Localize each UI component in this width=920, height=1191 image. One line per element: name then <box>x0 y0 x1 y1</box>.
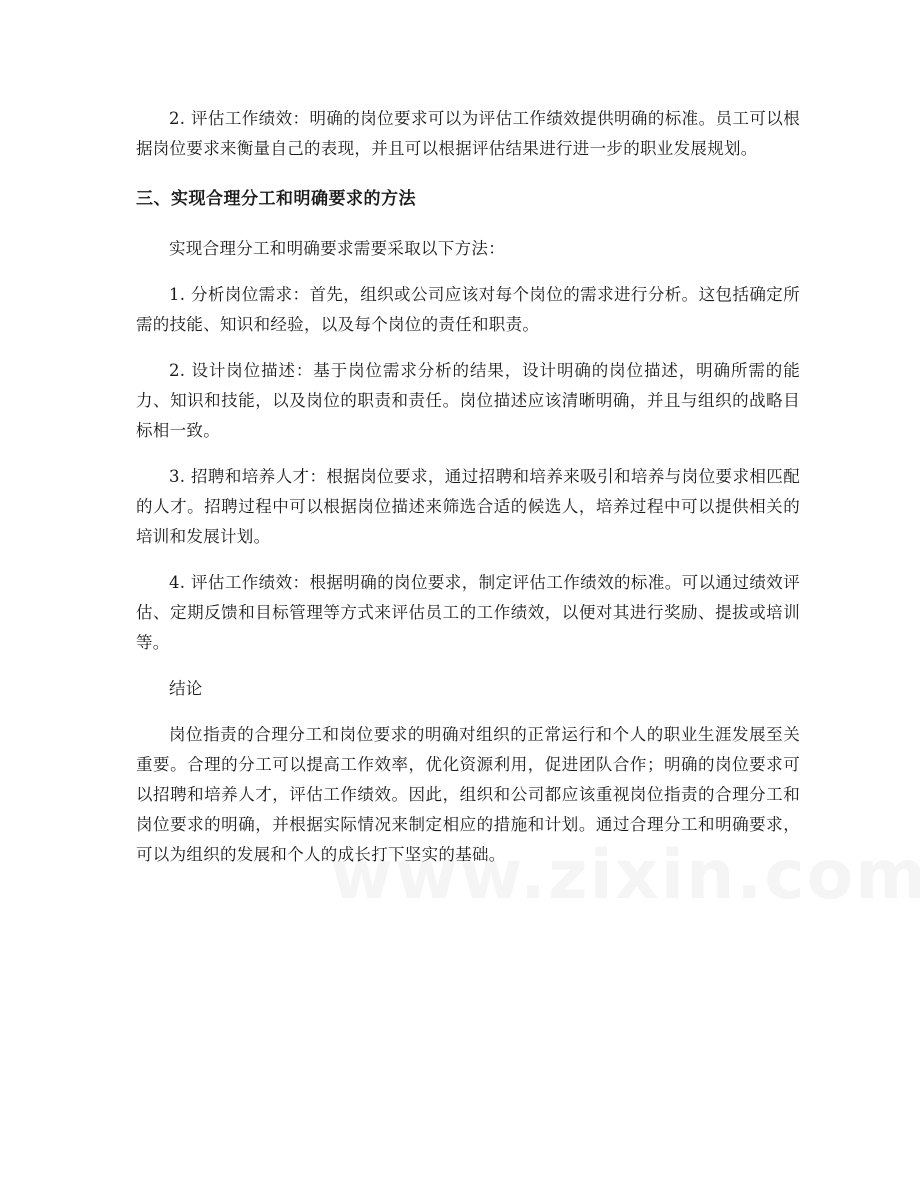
section-heading-methods: 三、实现合理分工和明确要求的方法 <box>136 189 416 209</box>
paragraph-evaluate-performance-intro: 2. 评估工作绩效：明确的岗位要求可以为评估工作绩效提供明确的标准。员工可以根据岗位要求来衡量自己的表现，并且可以根据评估结果进行进一步的职业发展规划。 <box>136 109 800 158</box>
section-intro: 实现合理分工和明确要求需要采取以下方法： <box>169 239 505 258</box>
conclusion-title: 结论 <box>169 679 203 698</box>
list-item-analyze-needs: 1. 分析岗位需求：首先，组织或公司应该对每个岗位的需求进行分析。这包括确定所需的技能、知识和经验，以及每个岗位的责任和职责。 <box>136 285 800 334</box>
document-page <box>136 104 800 870</box>
list-item-evaluate-performance: 4. 评估工作绩效：根据明确的岗位要求，制定评估工作绩效的标准。可以通过绩效评估、定期反馈和目标管理等方式来评估员工的工作绩效，以便对其进行奖励、提拔或培训等。 <box>136 573 800 652</box>
conclusion-body: 岗位指责的合理分工和岗位要求的明确对组织的正常运行和个人的职业生涯发展至关重要。合理的分工可以提高工作效率，优化资源利用，促进团队合作；明确的岗位要求可以招聘和培养人才，评估工作绩效。因此，组织和公司都应该重视岗位指责的合理分工和岗位要求的明确，并根据实际情况来制定相应的措施和计划。通过合理分工和明确要求，可以为组织的发展和个人的成长打下坚实的基础。 <box>136 725 800 864</box>
list-item-recruit-train: 3. 招聘和培养人才：根据岗位要求，通过招聘和培养来吸引和培养与岗位要求相匹配的人才。招聘过程中可以根据岗位描述来筛选合适的候选人，培养过程中可以提供相关的培训和发展计划。 <box>136 467 800 546</box>
list-item-design-description: 2. 设计岗位描述：基于岗位需求分析的结果，设计明确的岗位描述，明确所需的能力、知识和技能，以及岗位的职责和责任。岗位描述应该清晰明确，并且与组织的战略目标相一致。 <box>136 361 800 440</box>
